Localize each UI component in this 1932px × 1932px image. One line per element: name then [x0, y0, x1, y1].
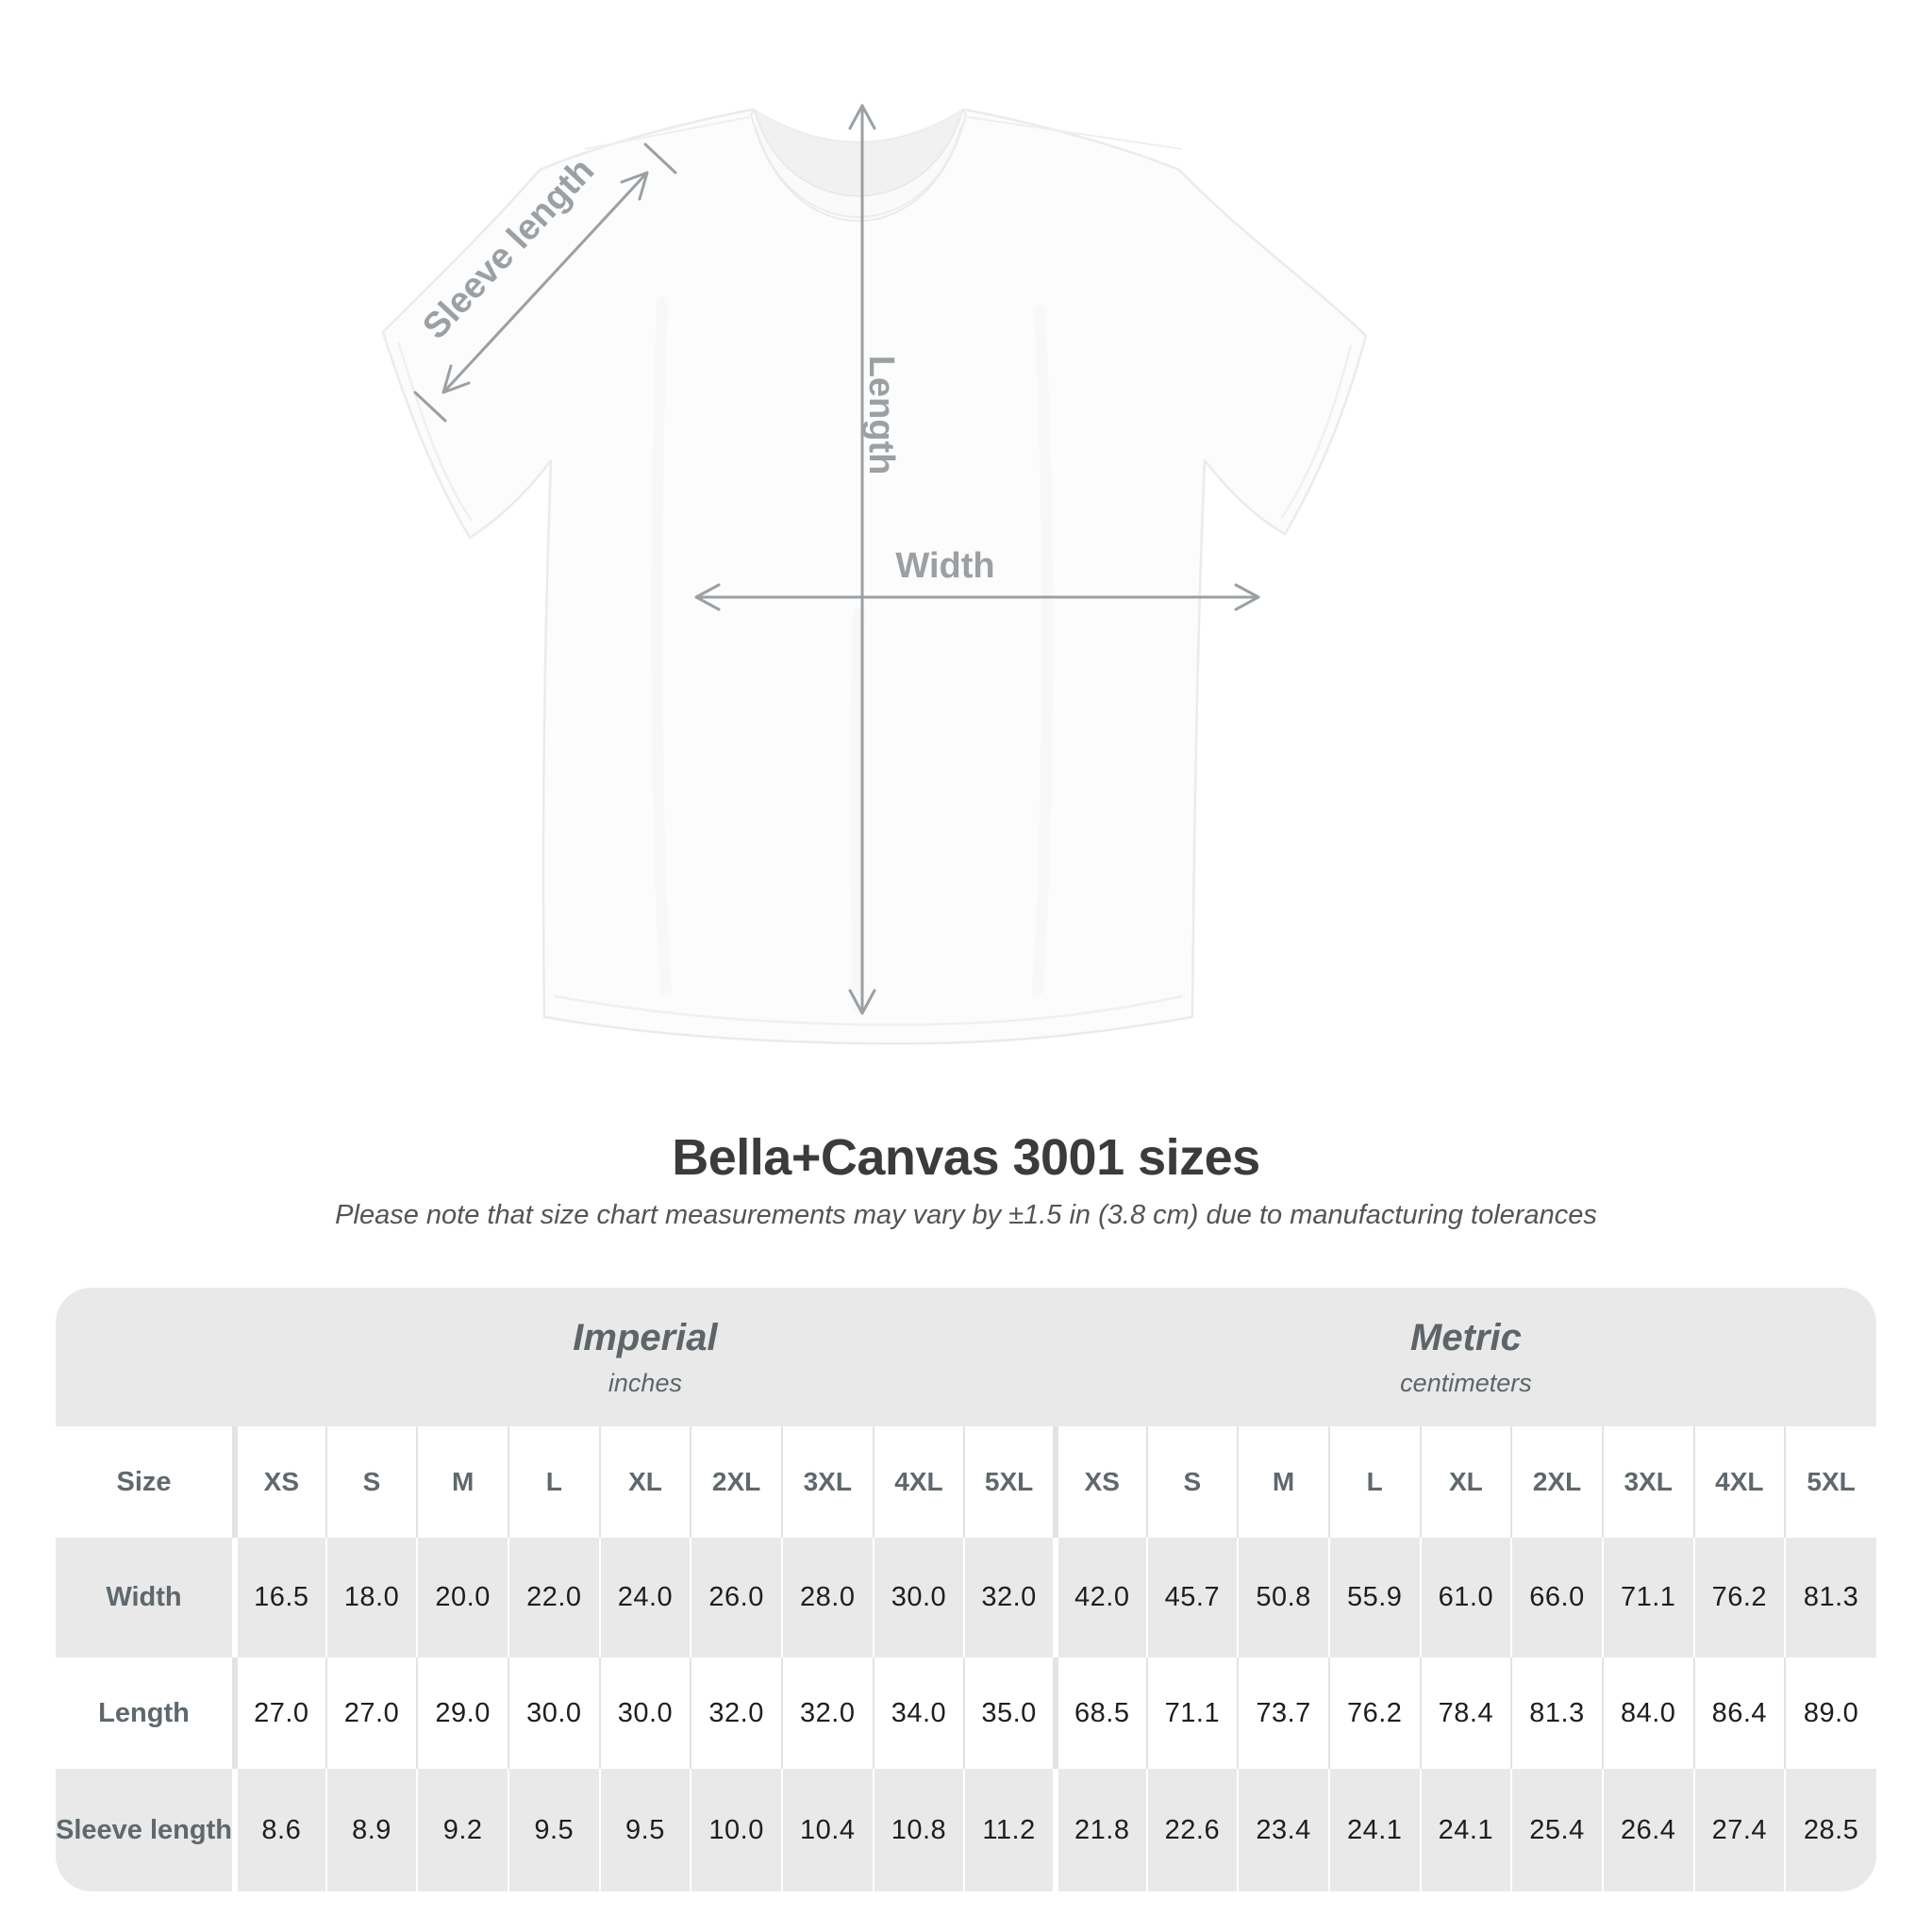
- length-label: Length: [861, 355, 901, 475]
- col-header-metric-l: L: [1329, 1426, 1421, 1538]
- cell-sleeve-length-metric-5xl: 28.5: [1785, 1769, 1876, 1891]
- tolerance-note: Please note that size chart measurements may vary by ±1.5 in (3.8 cm) due to manufacturing tolerances: [335, 1200, 1597, 1230]
- cell-length-imperial-5xl: 35.0: [964, 1657, 1056, 1769]
- cell-width-imperial-2xl: 26.0: [691, 1538, 782, 1657]
- size-table: [56, 1288, 1876, 1891]
- cell-length-metric-m: 73.7: [1238, 1657, 1329, 1769]
- cell-width-imperial-m: 20.0: [417, 1538, 508, 1657]
- cell-sleeve-length-imperial-4xl: 10.8: [874, 1769, 965, 1891]
- cell-sleeve-length-imperial-3xl: 10.4: [782, 1769, 874, 1891]
- cell-width-metric-xl: 61.0: [1421, 1538, 1512, 1657]
- cell-width-metric-5xl: 81.3: [1785, 1538, 1876, 1657]
- cell-length-metric-2xl: 81.3: [1511, 1657, 1603, 1769]
- col-header-imperial-xl: XL: [600, 1426, 691, 1538]
- cell-sleeve-length-metric-s: 22.6: [1147, 1769, 1239, 1891]
- cell-sleeve-length-metric-xs: 21.8: [1056, 1769, 1147, 1891]
- cell-sleeve-length-metric-xl: 24.1: [1421, 1769, 1512, 1891]
- cell-length-imperial-3xl: 32.0: [782, 1657, 874, 1769]
- cell-sleeve-length-metric-4xl: 27.4: [1694, 1769, 1786, 1891]
- sleeve-length-label: Sleeve length: [415, 150, 603, 347]
- col-header-imperial-4xl: 4XL: [874, 1426, 965, 1538]
- cell-sleeve-length-imperial-xl: 9.5: [600, 1769, 691, 1891]
- cell-width-imperial-3xl: 28.0: [782, 1538, 874, 1657]
- col-header-metric-4xl: 4XL: [1694, 1426, 1786, 1538]
- cell-length-metric-l: 76.2: [1329, 1657, 1421, 1769]
- col-header-imperial-3xl: 3XL: [782, 1426, 874, 1538]
- cell-length-metric-4xl: 86.4: [1694, 1657, 1786, 1769]
- cell-length-metric-xs: 68.5: [1056, 1657, 1147, 1769]
- cell-width-metric-xs: 42.0: [1056, 1538, 1147, 1657]
- cell-length-metric-3xl: 84.0: [1603, 1657, 1694, 1769]
- cell-length-metric-5xl: 89.0: [1785, 1657, 1876, 1769]
- cell-sleeve-length-imperial-5xl: 11.2: [964, 1769, 1056, 1891]
- cell-width-metric-4xl: 76.2: [1694, 1538, 1786, 1657]
- cell-sleeve-length-metric-l: 24.1: [1329, 1769, 1421, 1891]
- cell-sleeve-length-metric-m: 23.4: [1238, 1769, 1329, 1891]
- size-column-title: Size: [116, 1466, 172, 1497]
- cell-width-metric-2xl: 66.0: [1511, 1538, 1603, 1657]
- size-table-grid: [56, 1288, 1876, 1891]
- size-header-row: [56, 1426, 1876, 1538]
- cell-width-metric-3xl: 71.1: [1603, 1538, 1694, 1657]
- cell-sleeve-length-imperial-m: 9.2: [417, 1769, 508, 1891]
- cell-width-metric-l: 55.9: [1329, 1538, 1421, 1657]
- cell-sleeve-length-metric-2xl: 25.4: [1511, 1769, 1603, 1891]
- cell-length-imperial-xs: 27.0: [235, 1657, 326, 1769]
- cell-length-imperial-s: 27.0: [326, 1657, 418, 1769]
- cell-length-imperial-4xl: 34.0: [874, 1657, 965, 1769]
- cell-width-imperial-5xl: 32.0: [964, 1538, 1056, 1657]
- cell-width-imperial-4xl: 30.0: [874, 1538, 965, 1657]
- row-label-sleeve-length: Sleeve length: [56, 1814, 232, 1845]
- metric-label: Metric: [1410, 1316, 1522, 1358]
- cell-width-metric-s: 45.7: [1147, 1538, 1239, 1657]
- cell-sleeve-length-imperial-xs: 8.6: [235, 1769, 326, 1891]
- unit-header-spacer: [56, 1288, 235, 1426]
- col-header-imperial-5xl: 5XL: [964, 1426, 1056, 1538]
- cell-width-imperial-s: 18.0: [326, 1538, 418, 1657]
- col-header-metric-2xl: 2XL: [1511, 1426, 1603, 1538]
- unit-header-metric: [1056, 1288, 1876, 1426]
- col-header-metric-3xl: 3XL: [1603, 1426, 1694, 1538]
- row-label-length: Length: [98, 1697, 190, 1728]
- col-header-metric-xl: XL: [1421, 1426, 1512, 1538]
- table-row-width: [56, 1538, 1876, 1657]
- cell-width-imperial-l: 22.0: [508, 1538, 600, 1657]
- cell-length-metric-s: 71.1: [1147, 1657, 1239, 1769]
- cell-length-imperial-2xl: 32.0: [691, 1657, 782, 1769]
- imperial-unit-label: inches: [608, 1368, 682, 1397]
- col-header-metric-5xl: 5XL: [1785, 1426, 1876, 1538]
- cell-sleeve-length-imperial-2xl: 10.0: [691, 1769, 782, 1891]
- cell-length-imperial-xl: 30.0: [600, 1657, 691, 1769]
- row-label-width: Width: [106, 1582, 182, 1612]
- imperial-label: Imperial: [573, 1316, 718, 1358]
- cell-width-metric-m: 50.8: [1238, 1538, 1329, 1657]
- page-title: Bella+Canvas 3001 sizes: [672, 1129, 1260, 1186]
- unit-header-row: [56, 1288, 1876, 1426]
- metric-unit-label: centimeters: [1400, 1368, 1532, 1397]
- col-header-metric-m: M: [1238, 1426, 1329, 1538]
- cell-length-imperial-m: 29.0: [417, 1657, 508, 1769]
- col-header-imperial-m: M: [417, 1426, 508, 1538]
- cell-width-imperial-xl: 24.0: [600, 1538, 691, 1657]
- cell-sleeve-length-metric-3xl: 26.4: [1603, 1769, 1694, 1891]
- col-header-imperial-2xl: 2XL: [691, 1426, 782, 1538]
- unit-header-imperial: [235, 1288, 1056, 1426]
- cell-length-imperial-l: 30.0: [508, 1657, 600, 1769]
- cell-length-metric-xl: 78.4: [1421, 1657, 1512, 1769]
- table-row-sleeve-length: [56, 1769, 1876, 1891]
- width-label: Width: [895, 546, 995, 586]
- col-header-imperial-l: L: [508, 1426, 600, 1538]
- col-header-imperial-s: S: [326, 1426, 418, 1538]
- cell-sleeve-length-imperial-s: 8.9: [326, 1769, 418, 1891]
- col-header-metric-xs: XS: [1056, 1426, 1147, 1538]
- table-row-length: [56, 1657, 1876, 1769]
- cell-width-imperial-xs: 16.5: [235, 1538, 326, 1657]
- col-header-metric-s: S: [1147, 1426, 1239, 1538]
- col-header-imperial-xs: XS: [235, 1426, 326, 1538]
- cell-sleeve-length-imperial-l: 9.5: [508, 1769, 600, 1891]
